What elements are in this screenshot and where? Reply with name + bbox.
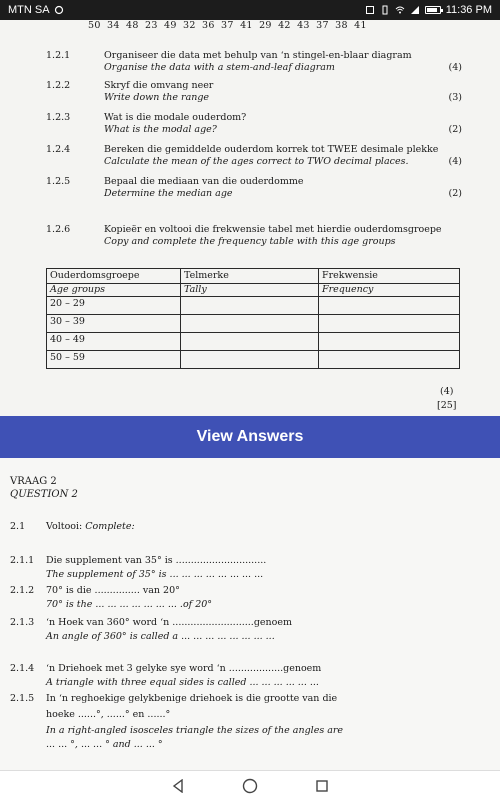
exam-page-top: 50 34 48 23 49 32 36 37 41 29 42 43 37 38 41 1.2.1 Organiseer die data met behulp van ‘n stingel-en-blaar diagram Organise the data with a stem-and-leaf diagram (4) 1.2.2 Skryf die omvang neer Write down the range (3) 1.2.3 Wat is die modale ouderdom? What is the modal age? (2) 1.2.4 Bereken die gemiddelde ouderdom korrek tot TWEE desimale plekke Calculate the mean of the ages correct to TWO decimal places. (4) 1.2.5 Bepaal die mediaan van die ouderdomme Determine the median age (2) 1.2.6 Kopieër en voltooi die frekwensie tabel met hierdie ouderdomsgroepe Copy and complete the frequency table with this age groups Ouderdomsgroepe Age groups Telmerke Tally Frekwensie Frequency 20 – 29 30 – 39 40 – 49 50 – 59 (4) [25] [0, 20, 500, 416]
header-tally: Telmerke Tally [181, 269, 319, 297]
nfc-icon [365, 5, 375, 15]
signal-icon [410, 5, 420, 15]
view-answers-button[interactable]: View Answers [0, 416, 500, 458]
frequency-table [46, 268, 460, 369]
carrier-label: MTN SA [8, 4, 50, 16]
back-triangle-icon [171, 779, 185, 793]
navigation-bar [0, 770, 500, 800]
table-header-row [47, 269, 460, 297]
table-row: 20 – 29 [47, 297, 460, 315]
table-row: 40 – 49 [47, 333, 460, 351]
table-mark: (4) [440, 386, 454, 397]
status-bar [0, 0, 500, 20]
header-age-groups: Ouderdomsgroepe Age groups [47, 269, 181, 297]
back-button[interactable] [170, 778, 186, 794]
table-row: 30 – 39 [47, 315, 460, 333]
home-button[interactable] [242, 778, 258, 794]
vibrate-icon [380, 5, 390, 15]
question-2-title-af: VRAAG 2 [10, 476, 57, 487]
question-2-title-en: QUESTION 2 [10, 489, 78, 500]
battery-icon [425, 6, 441, 14]
header-frequency: Frekwensie Frequency [319, 269, 460, 297]
recents-button[interactable] [314, 778, 330, 794]
exam-page-bottom: VRAAG 2 QUESTION 2 2.1 Voltooi: Complete: 2.1.1 Die supplement van 35° is .............................. The supplement of 35° is ... ... ... ... ... ... ... ... 2.1.2 70° is die ............... van 20° 70° is the ... ... ... ... ... ... ... .of 20° 2.1.3 ‘n Hoek van 360° word ‘n ...........................genoem An angle of 360° is called a ... ... ... ... ... ... ... ... 2.1.4 ‘n Driehoek met 3 gelyke sye word ‘n ..................genoem A triangle with three equal sides is called ... ... ... ... ... ... 2.1.5 In ‘n reghoekige gelykbenige driehoek is die grootte van die hoeke ......°, ......° en ......° In a right-angled isosceles triangle the sizes of the angles are ... ... °, ... ... ° and ... ... ° [0, 458, 500, 770]
home-circle-icon [242, 778, 258, 794]
table-row: 50 – 59 [47, 351, 460, 369]
age-dataset: 50 34 48 23 49 32 36 37 41 29 42 43 37 38 41 [88, 20, 367, 31]
wifi-icon [395, 5, 405, 15]
total-mark: [25] [437, 400, 457, 411]
sync-icon [54, 5, 64, 15]
recents-square-icon [315, 779, 329, 793]
clock: 11:36 PM [445, 4, 492, 16]
